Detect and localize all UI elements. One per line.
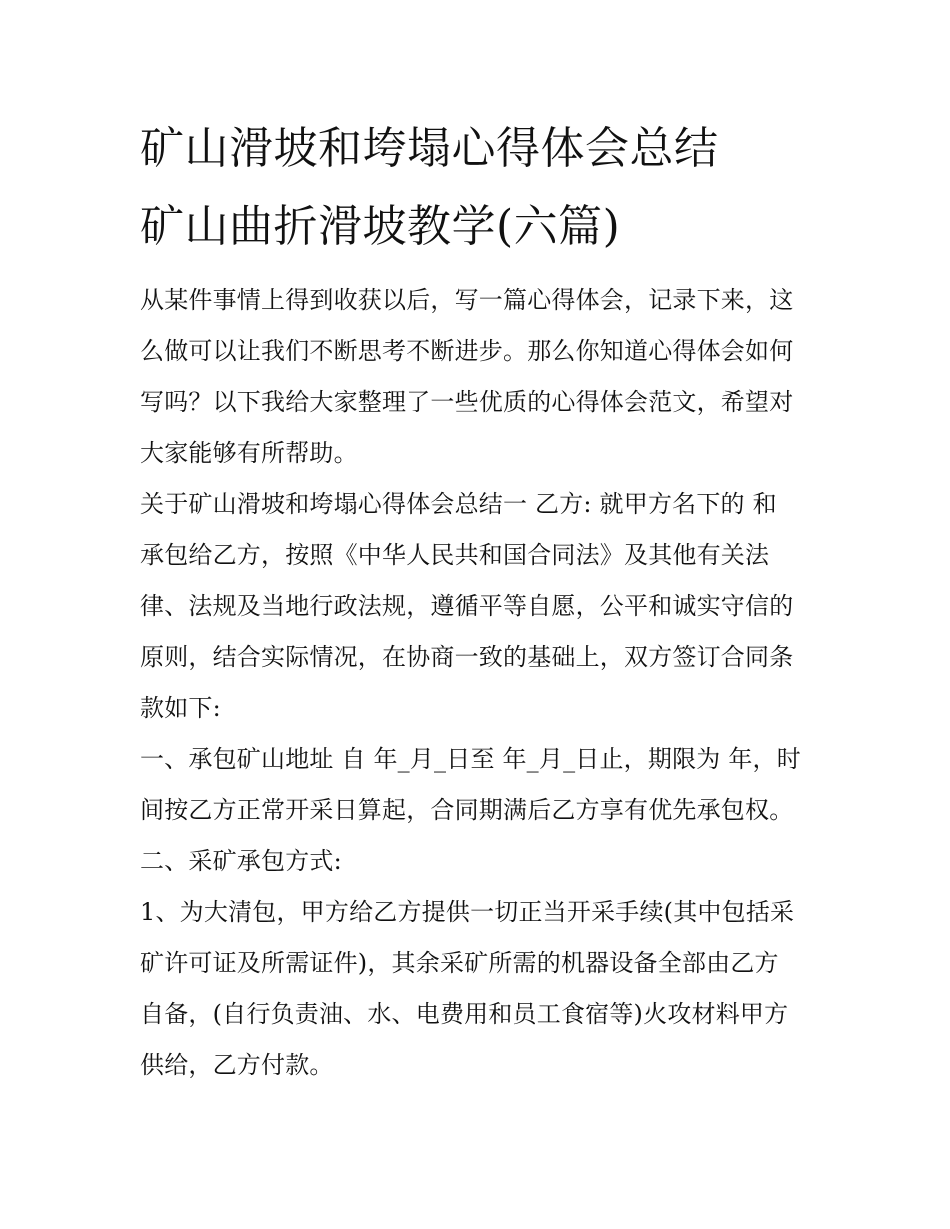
paragraph-line: 款如下:	[140, 694, 221, 722]
document-title-line-2: 矿山曲折滑坡教学(六篇)	[140, 201, 621, 252]
paragraph-line: 矿许可证及所需证件)，其余采矿所需的机器设备全部由乙方	[140, 949, 779, 977]
paragraph-line: 律、法规及当地行政法规，遵循平等自愿，公平和诚实守信的	[140, 592, 794, 620]
paragraph-line: 二、采矿承包方式:	[140, 847, 342, 875]
paragraph-line: 自备，(自行负责油、水、电费用和员工食宿等)火攻材料甲方	[140, 1000, 789, 1028]
paragraph-line: 一、承包矿山地址 自 年_月_日至 年_月_日止，期限为 年，时	[140, 745, 801, 773]
paragraph-line: 大家能够有所帮助。	[140, 439, 358, 467]
paragraph-line: 关于矿山滑坡和垮塌心得体会总结一 乙方: 就甲方名下的 和	[140, 490, 777, 518]
paragraph-line: 间按乙方正常开采日算起，合同期满后乙方享有优先承包权。	[140, 796, 794, 824]
paragraph-line: 1、为大清包，甲方给乙方提供一切正当开采手续(其中包括采	[140, 898, 795, 926]
paragraph-line: 写吗？以下我给大家整理了一些优质的心得体会范文，希望对	[140, 388, 794, 416]
paragraph-line: 么做可以让我们不断思考不断进步。那么你知道心得体会如何	[140, 337, 794, 365]
paragraph-line: 承包给乙方，按照《中华人民共和国合同法》及其他有关法	[140, 541, 770, 569]
paragraph-line: 从某件事情上得到收获以后，写一篇心得体会，记录下来，这	[140, 286, 794, 314]
paragraph-line: 原则，结合实际情况，在协商一致的基础上，双方签订合同条	[140, 643, 794, 671]
paragraph-line: 供给，乙方付款。	[140, 1051, 334, 1079]
document-title-line-1: 矿山滑坡和垮塌心得体会总结	[140, 123, 719, 174]
